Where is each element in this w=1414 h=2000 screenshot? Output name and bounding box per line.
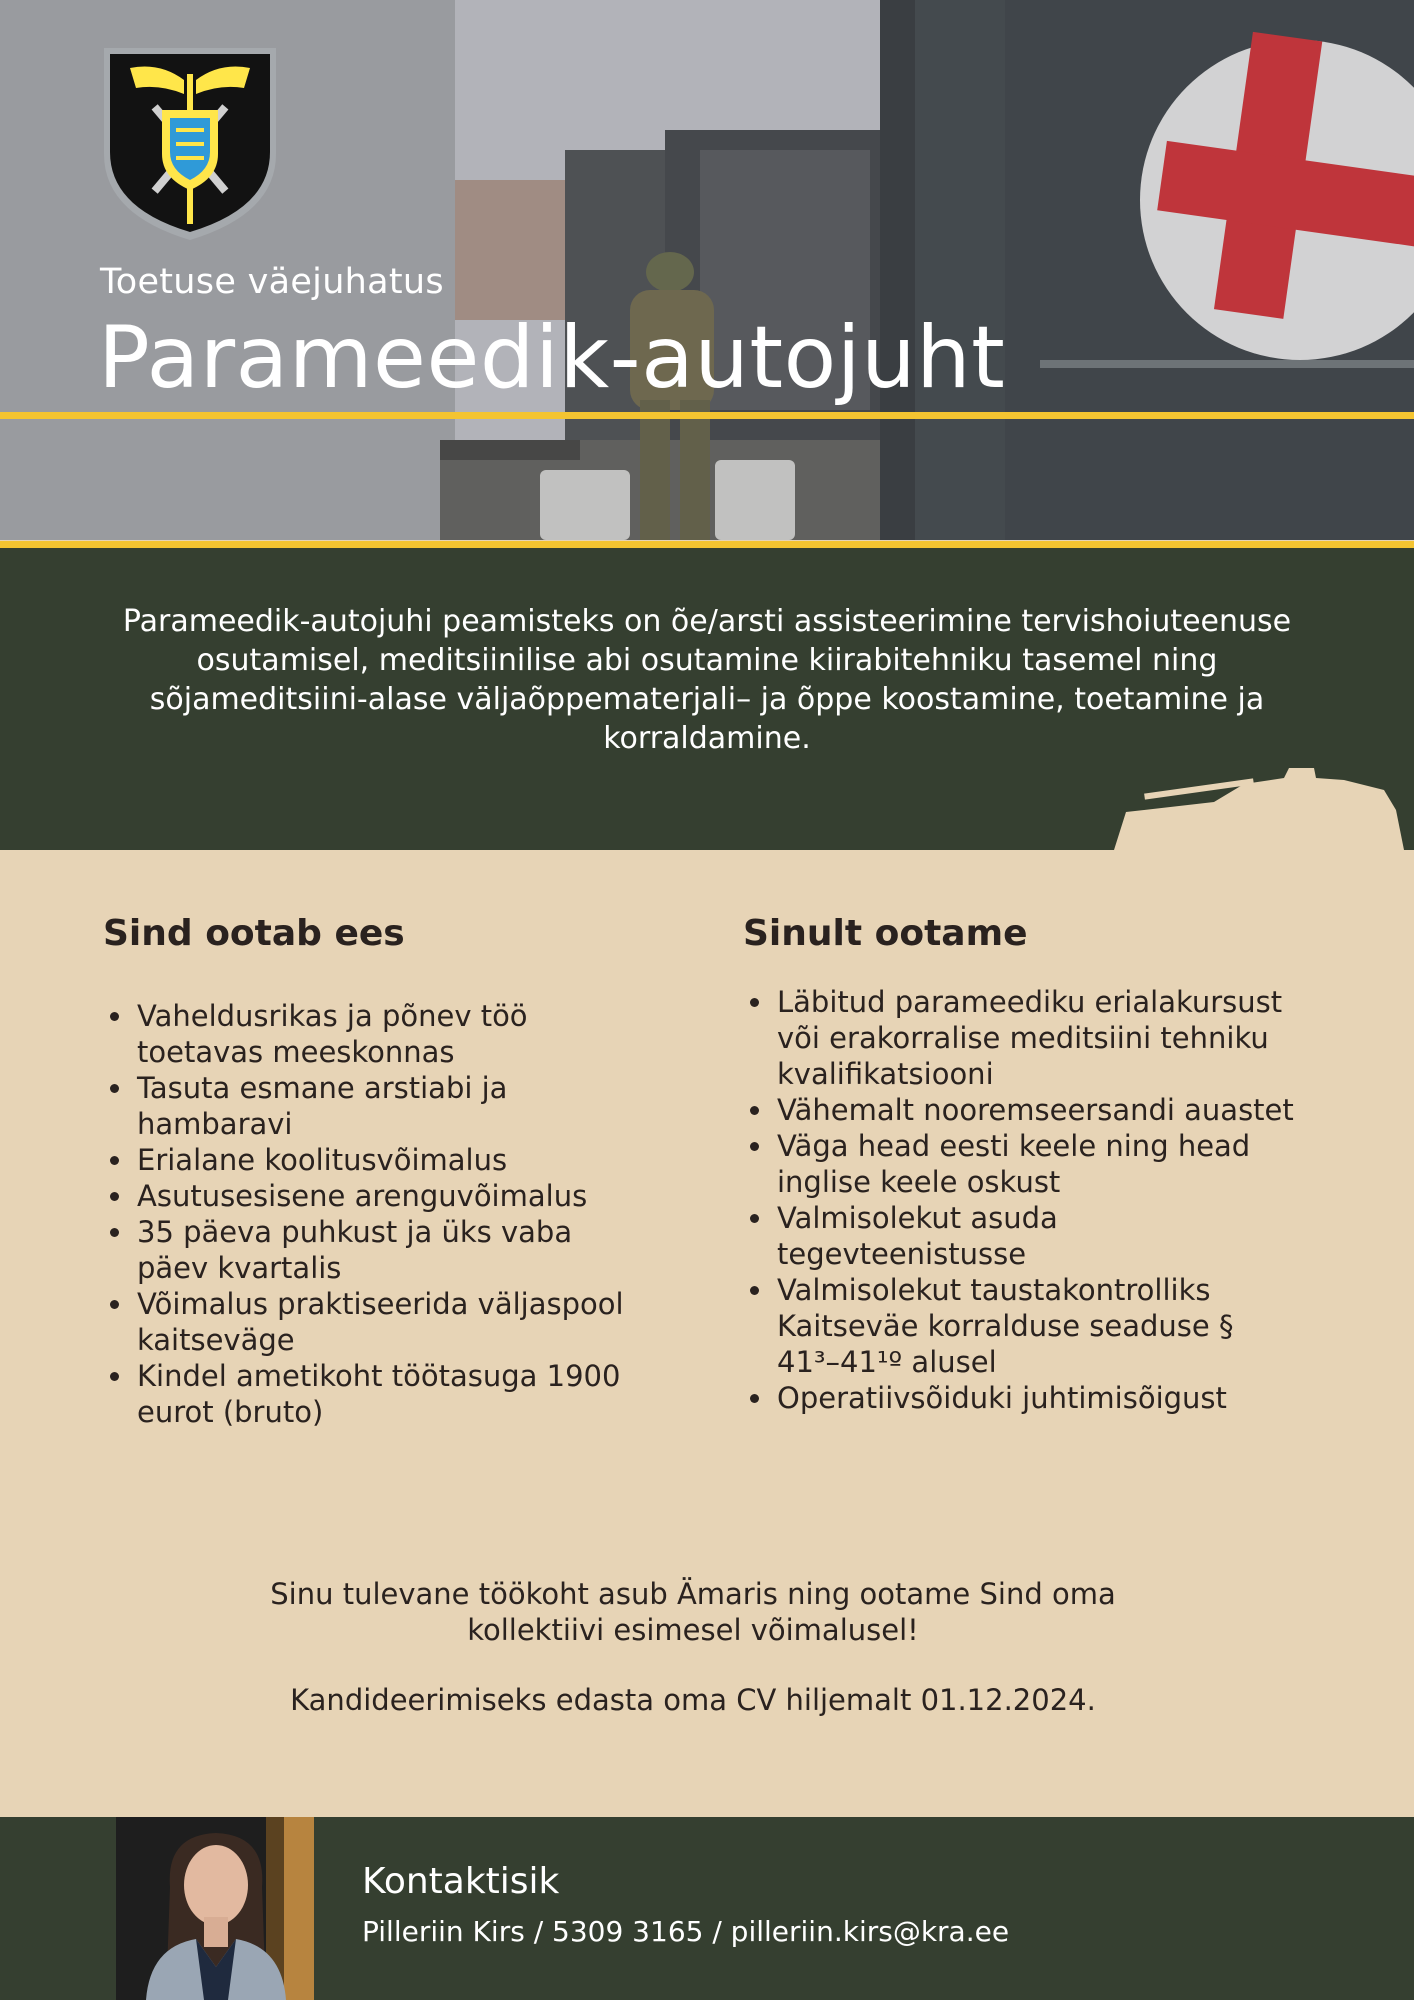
page-title: Parameedik-autojuht [98, 308, 1006, 408]
tank-icon [1104, 750, 1414, 850]
gold-divider [0, 412, 1414, 419]
location-text: Sinu tulevane töökoht asub Ämaris ning ootame Sind oma kollektiivi esimesel võimalusel! [270, 1577, 1116, 1647]
list-item: • Läbitud parameediku erialakursust või erakorralise meditsiini tehniku kvalifikatsiooni [775, 984, 1303, 1092]
offers-list [103, 998, 643, 1430]
crest-logo [100, 44, 280, 244]
list-item: • Võimalus praktiseerida väljaspool kaitseväge [135, 1286, 643, 1358]
list-item: • Asutusesisene arenguvõimalus [135, 1178, 643, 1214]
contact-portrait [116, 1817, 314, 2000]
contact-footer [0, 1817, 1414, 2000]
list-item: • Vähemalt nooremseersandi auastet [775, 1092, 1303, 1128]
list-item: • Tasuta esmane arstiabi ja hambaravi [135, 1070, 643, 1142]
unit-name: Toetuse väejuhatus [100, 262, 444, 302]
offers-section [103, 908, 643, 1430]
list-item: • Väga head eesti keele ning head inglise keele oskust [775, 1128, 1303, 1200]
deadline-text: Kandideerimiseks edasta oma CV hiljemalt 01.12.2024. [290, 1683, 1096, 1717]
contact-info: Pilleriin Kirs / 5309 3165 / pilleriin.kirs@kra.ee [362, 1915, 1010, 1948]
list-item: • Valmisolekut taustakontrolliks Kaitseväe korralduse seaduse § 41³–41¹º alusel [775, 1272, 1303, 1380]
list-item: • Erialane koolitusvõimalus [135, 1142, 643, 1178]
gold-divider [0, 541, 1414, 548]
hero-banner [0, 0, 1414, 540]
requirements-list [743, 984, 1303, 1416]
offers-heading: Sind ootab ees [103, 913, 405, 954]
requirements-heading: Sinult ootame [743, 913, 1028, 954]
contact-label: Kontaktisik [362, 1861, 560, 1902]
intro-text: Parameedik-autojuhi peamisteks on õe/arsti assisteerimine tervishoiuteenuse osutamisel, meditsiinilise abi osutamine kiirabitehniku tasemel ning sõjameditsiini-alase väljaõppematerjali– ja õppe koostamine, toetamine ja korraldamine. [122, 604, 1292, 756]
intro-band [0, 548, 1414, 850]
requirements-section [743, 908, 1303, 1416]
closing-section [200, 1576, 1186, 1718]
list-item: • 35 päeva puhkust ja üks vaba päev kvartalis [135, 1214, 643, 1286]
list-item: • Operatiivsõiduki juhtimisõigust [775, 1380, 1303, 1416]
list-item: • Valmisolekut asuda tegevteenistusse [775, 1200, 1303, 1272]
list-item: • Kindel ametikoht töötasuga 1900 eurot (bruto) [135, 1358, 643, 1430]
list-item: • Vaheldusrikas ja põnev töö toetavas meeskonnas [135, 998, 643, 1070]
